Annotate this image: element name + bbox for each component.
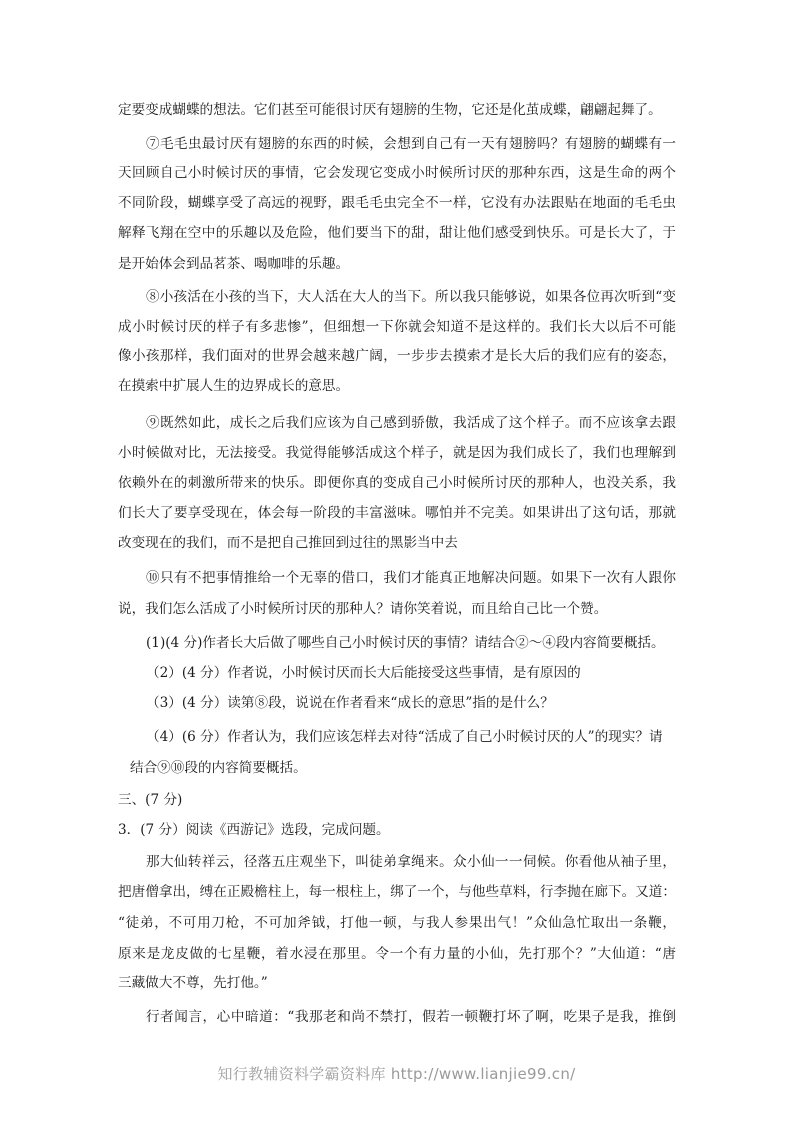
passage-line: ⑧小孩活在小孩的当下，大人活在大人的当下。所以我只能够说，如果各位再次听到“变 — [146, 289, 676, 305]
question-4: （4）(6 分）作者认为，我们应该怎样去对待“活成了自己小时候讨厌的人”的现实？请 — [146, 729, 663, 745]
passage-line: 像小孩那样，我们面对的世界会越来越广阔，一步步去摸索才是长大后的我们应有的姿态， — [118, 348, 676, 364]
passage-line: 是开始体会到品茗茶、喝咖啡的乐趣。 — [118, 256, 350, 272]
xiyou-line: 那大仙转祥云，径落五庄观坐下，叫徒弟拿绳来。众小仙一一伺候。你看他从袖子里， — [146, 854, 676, 870]
passage-line: 不同阶段，蝴蝶享受了高远的视野，跟毛毛虫完全不一样，它没有办法跟贴在地面的毛毛虫 — [118, 195, 676, 211]
question-heading: 3．(7 分）阅读《西游记》选段，完成问题。 — [118, 822, 390, 838]
passage-line: 小时候做对比，无法接受。我觉得能够活成这个样子，就是因为我们成长了，我们也理解到 — [118, 445, 676, 461]
xiyou-line: 把唐僧拿出，缚在正殿檐柱上，每一根柱上，绑了一个，与他些草料，行李抛在廊下。又道： — [118, 884, 676, 900]
xiyou-line: 行者闻言，心中暗道：“我那老和尚不禁打，假若一顿鞭打坏了啊，吃果子是我，推倒 — [146, 1009, 676, 1025]
passage-line: 解释飞翔在空中的乐趣以及危险，他们要当下的甜，甜让他们感受到快乐。可是长大了，于 — [118, 225, 676, 241]
passage-line: 天回顾自己小时候讨厌的事情，它会发现它变成小时候所讨厌的那种东西，这是生命的两个 — [118, 165, 676, 181]
section-heading: 三、(7 分) — [118, 792, 183, 808]
xiyou-line: 原来是龙皮做的七星鞭，着水浸在那里。令一个有力量的小仙，先打那个？”大仙道：“唐 — [118, 946, 676, 962]
passage-line: ⑦毛毛虫最讨厌有翅膀的东西的时候，会想到自己有一天有翅膀吗？有翅膀的蝴蝶有一 — [146, 136, 676, 152]
passage-line: ⑨既然如此，成长之后我们应该为自己感到骄傲，我活成了这个样子。而不应该拿去跟 — [146, 415, 676, 431]
question-1: (1)(4 分)作者长大后做了哪些自己小时候讨厌的事情？请结合②～④段内容简要概括。 — [146, 635, 665, 651]
question-2: （2）(4 分）作者说，小时候讨厌而长大后能接受这些事情，是有原因的 — [146, 665, 581, 681]
passage-line: 在摸索中扩展人生的边界成长的意思。 — [118, 378, 350, 394]
question-3: （3）(4 分）读第⑧段，说说在作者看来“成长的意思”指的是什么？ — [146, 695, 554, 711]
passage-line: 说，我们怎么活成了小时候所讨厌的那种人？请你笑着说，而且给自己比一个赞。 — [118, 601, 608, 617]
passage-line: ⑩只有不把事情推给一个无辜的借口，我们才能真正地解决问题。如果下一次有人跟你 — [146, 570, 676, 586]
passage-line: 们长大了要享受现在，体会每一阶段的丰富滋味。哪怕并不完美。如果讲出了这句话，那就 — [118, 505, 676, 521]
question-4-continued: 结合⑨⑩段的内容简要概括。 — [130, 760, 307, 776]
passage-line: 改变现在的我们，而不是把自己推回到过往的黑影当中去 — [118, 535, 458, 551]
passage-line: 成小时候讨厌的样子有多悲惨”，但细想一下你就会知道不是这样的。我们长大以后不可能 — [118, 319, 676, 335]
xiyou-line: 三藏做大不尊，先打他。” — [118, 975, 268, 991]
passage-line: 依赖外在的刺激所带来的快乐。即便你真的变成自己小时候所讨厌的那种人，也没关系，我 — [118, 475, 676, 491]
footer-watermark: 知行教辅资料学霸资料库 http://www.lianjie99.cn/ — [217, 1065, 576, 1083]
passage-line: 定要变成蝴蝶的想法。它们甚至可能很讨厌有翅膀的生物，它还是化茧成蝶，翩翩起舞了。 — [118, 102, 662, 118]
xiyou-line: “徒弟，不可用刀枪，不可加斧钺，打他一顿，与我人参果出气！”众仙急忙取出一条鞭， — [118, 915, 676, 931]
